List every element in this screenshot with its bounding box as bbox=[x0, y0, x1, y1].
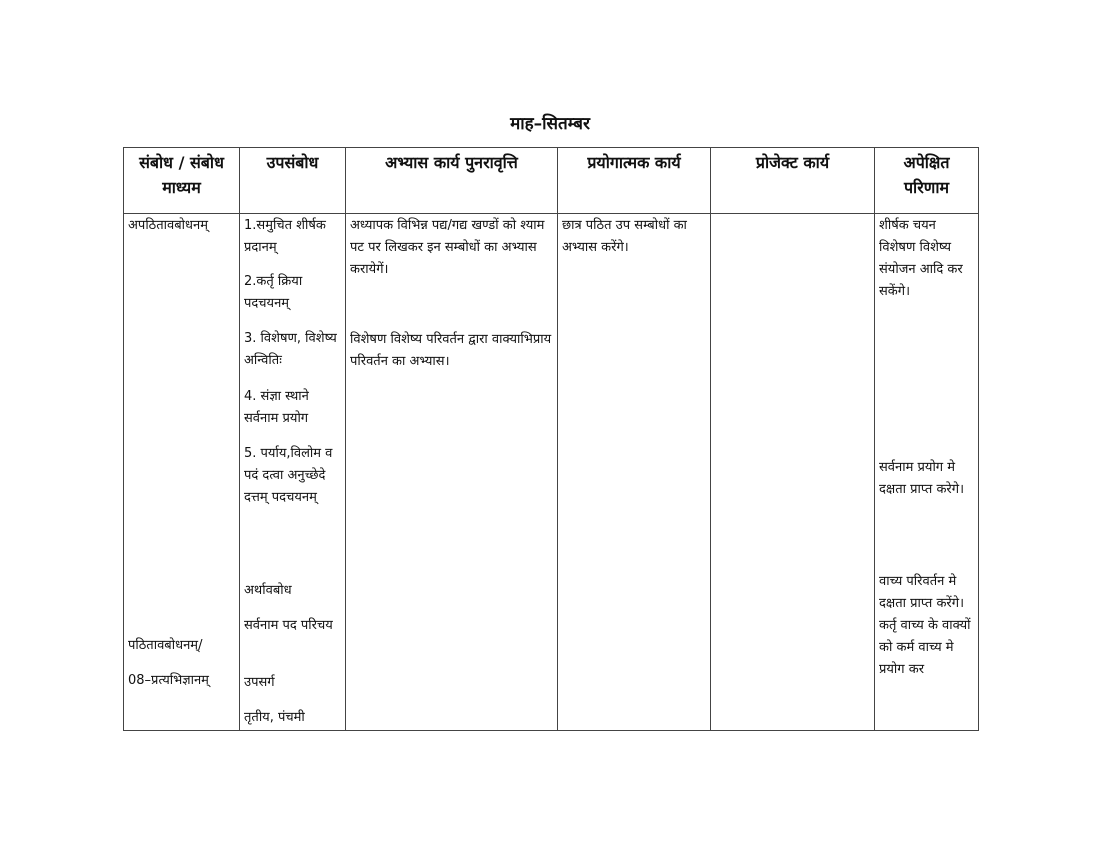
sambodh-pratyabhijnanam: 08–प्रत्यभिज्ञानम् bbox=[128, 673, 209, 688]
header-abhyas: अभ्यास कार्य पुनरावृत्ति bbox=[346, 148, 558, 214]
table-row bbox=[124, 214, 979, 731]
cell-project bbox=[711, 214, 875, 731]
abhyas-item: अध्यापक विभिन्न पद्य/गद्य खण्डों को श्याम पट पर लिखकर इन सम्बोधों का अभ्यास करायेगें। bbox=[350, 218, 545, 277]
upsambodh-item: अर्थावबोध bbox=[244, 583, 292, 598]
header-sambodh: संबोध / संबोध माध्यम bbox=[124, 148, 240, 214]
upsambodh-item: 4. संज्ञा स्थाने सर्वनाम प्रयोग bbox=[244, 389, 309, 426]
parinam-item: शीर्षक चयन विशेषण विशेष्य संयोजन आदि कर सकेंगे। bbox=[879, 218, 963, 299]
parinam-item: सर्वनाम प्रयोग मे दक्षता प्राप्त करेगे। bbox=[879, 460, 964, 497]
upsambodh-item: 5. पर्याय,विलोम व पदं दत्वा अनुच्छेदे दत्तम् पदचयनम् bbox=[244, 446, 333, 505]
lesson-plan-table bbox=[123, 147, 979, 731]
cell-sambodh bbox=[124, 214, 240, 731]
upsambodh-item: 2.कर्तृ क्रिया पदचयनम् bbox=[244, 274, 303, 311]
upsambodh-item: तृतीय, पंचमी bbox=[244, 710, 305, 725]
header-row bbox=[124, 148, 979, 214]
upsambodh-item: 3. विशेषण, विशेष्य अन्वितिः bbox=[244, 331, 337, 368]
cell-parinam bbox=[875, 214, 979, 731]
upsambodh-item: 1.समुचित शीर्षक प्रदानम् bbox=[244, 218, 326, 255]
parinam-item: वाच्य परिवर्तन मे दक्षता प्राप्त करेंगे। कर्तृ वाच्य के वाक्यों को कर्म वाच्य मे प्रयोग कर bbox=[879, 574, 971, 677]
header-prayog: प्रयोगात्मक कार्य bbox=[558, 148, 711, 214]
sambodh-apathit: अपठितावबोधनम् bbox=[128, 218, 209, 233]
upsambodh-item: सर्वनाम पद परिचय bbox=[244, 618, 333, 633]
header-upsambodh: उपसंबोध bbox=[240, 148, 346, 214]
cell-upsambodh bbox=[240, 214, 346, 731]
page-title: माह–सितम्बर bbox=[510, 114, 590, 134]
sambodh-pathit: पठितावबोधनम्/ bbox=[128, 638, 203, 653]
header-parinam: अपेक्षित परिणाम bbox=[875, 148, 979, 214]
abhyas-item: विशेषण विशेष्य परिवर्तन द्वारा वाक्याभिप्राय परिवर्तन का अभ्यास। bbox=[350, 332, 552, 369]
cell-abhyas bbox=[346, 214, 558, 731]
upsambodh-item: उपसर्ग bbox=[244, 675, 275, 690]
cell-prayog bbox=[558, 214, 711, 731]
header-project: प्रोजेक्ट कार्य bbox=[711, 148, 875, 214]
prayog-text: छात्र पठित उप सम्बोधों का अभ्यास करेंगे। bbox=[562, 218, 687, 255]
